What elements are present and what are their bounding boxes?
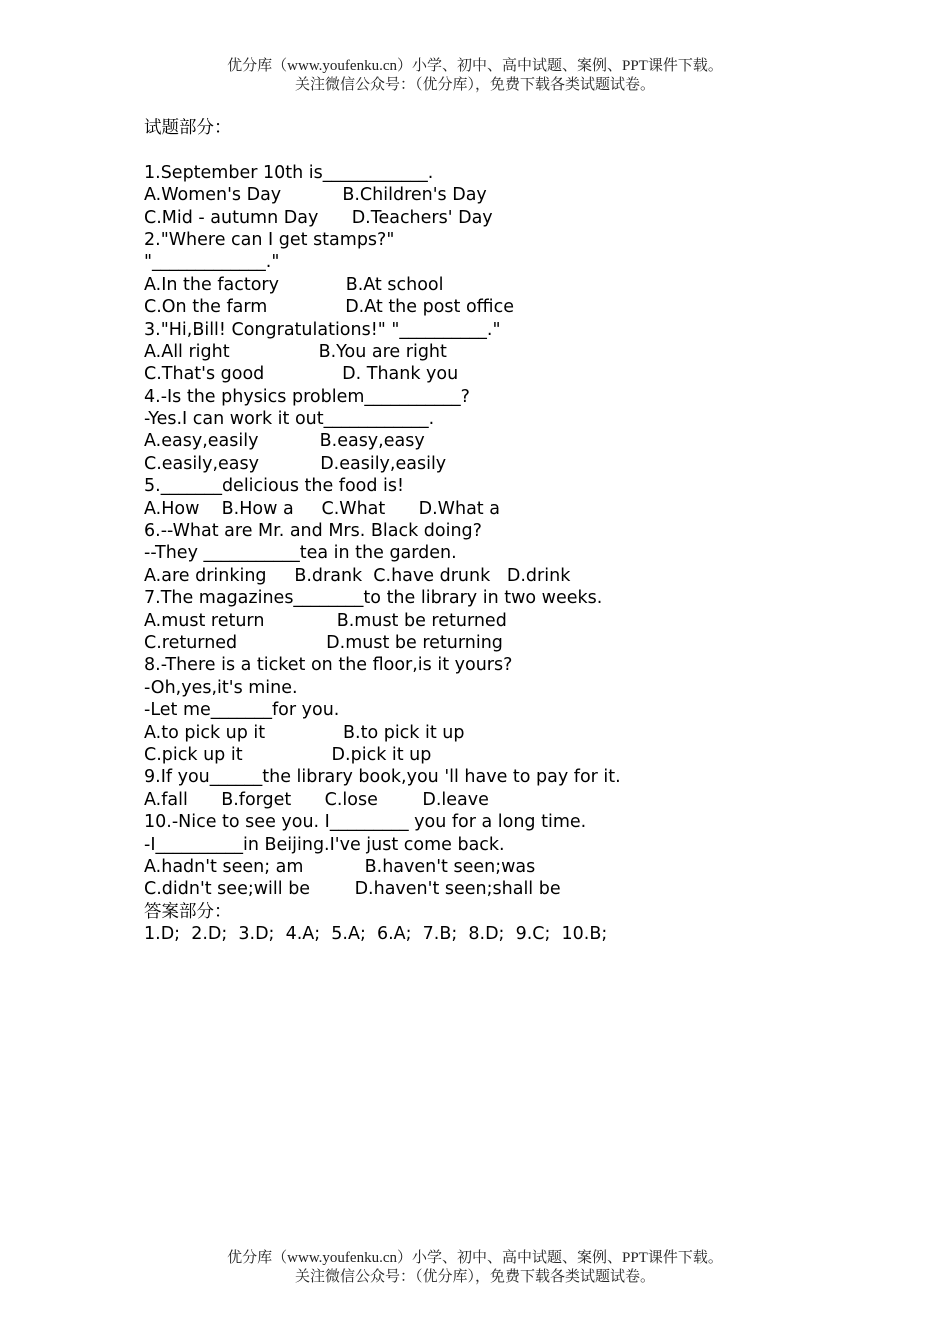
page-footer [0,1249,950,1287]
question-line: A.hadn't seen; am B.haven't seen;was [144,856,536,877]
question-line: -Oh,yes,it's mine. [144,677,298,698]
question-line: 7.The magazines________to the library in two weeks. [144,588,603,609]
question-line: A.to pick up it B.to pick it up [144,722,465,743]
question-line: A.All right B.You are right [144,341,447,362]
question-line: A.Women's Day B.Children's Day [144,185,487,206]
question-line: C.pick up it D.pick it up [144,744,432,765]
answer-key: 1.D; 2.D; 3.D; 4.A; 5.A; 6.A; 7.B; 8.D; 9.C; 10.B; [144,924,608,945]
question-line: 2."Where can I get stamps?" [144,229,395,250]
question-line: -Let me_______for you. [144,700,340,721]
question-line: 10.-Nice to see you. I_________ you for a long time. [144,812,587,833]
question-line: 4.-Is the physics problem___________? [144,386,470,407]
question-line: C.returned D.must be returning [144,632,503,653]
question-line: 3."Hi,Bill! Congratulations!" "__________." [144,319,501,340]
page-header [0,57,950,95]
question-line: --They ___________tea in the garden. [144,543,457,564]
questions-section-title: 试题部分： [144,118,232,138]
question-line: "_____________." [144,252,280,273]
footer-line-1: 优分库（www.youfenku.cn）小学、初中、高中试题、案例、PPT课件下载。 [227,1250,723,1266]
question-line: 8.-There is a ticket on the floor,is it yours? [144,655,513,676]
question-line: 9.If you______the library book,you 'll have to pay for it. [144,767,621,788]
question-line: C.easily,easy D.easily,easily [144,453,447,474]
question-line: A.must return B.must be returned [144,610,507,631]
question-line: -Yes.I can work it out____________. [144,409,435,430]
question-line: A.fall B.forget C.lose D.leave [144,789,489,810]
question-line: 5._______delicious the food is! [144,476,405,497]
spacer [144,139,824,161]
question-line: A.are drinking B.drank C.have drunk D.drink [144,565,571,586]
question-line: 6.--What are Mr. and Mrs. Black doing? [144,521,482,542]
header-line-2: 关注微信公众号：（优分库），免费下载各类试题试卷。 [294,77,655,93]
question-line: 1.September 10th is____________. [144,162,434,183]
answers-section-title: 答案部分： [144,901,232,922]
question-line: C.That's good D. Thank you [144,364,459,385]
question-line: C.On the farm D.At the post office [144,297,514,318]
document-body [144,117,824,945]
question-list [144,162,824,901]
question-line: A.How B.How a C.What D.What a [144,498,500,519]
question-line: C.didn't see;will be D.haven't seen;shall be [144,879,561,900]
question-line: A.In the factory B.At school [144,274,444,295]
question-line: A.easy,easily B.easy,easy [144,431,425,452]
question-line: C.Mid - autumn Day D.Teachers' Day [144,207,493,228]
header-line-1: 优分库（www.youfenku.cn）小学、初中、高中试题、案例、PPT课件下载。 [227,58,723,74]
footer-line-2: 关注微信公众号：（优分库），免费下载各类试题试卷。 [294,1269,655,1285]
question-line: -I__________in Beijing.I've just come back. [144,834,505,855]
